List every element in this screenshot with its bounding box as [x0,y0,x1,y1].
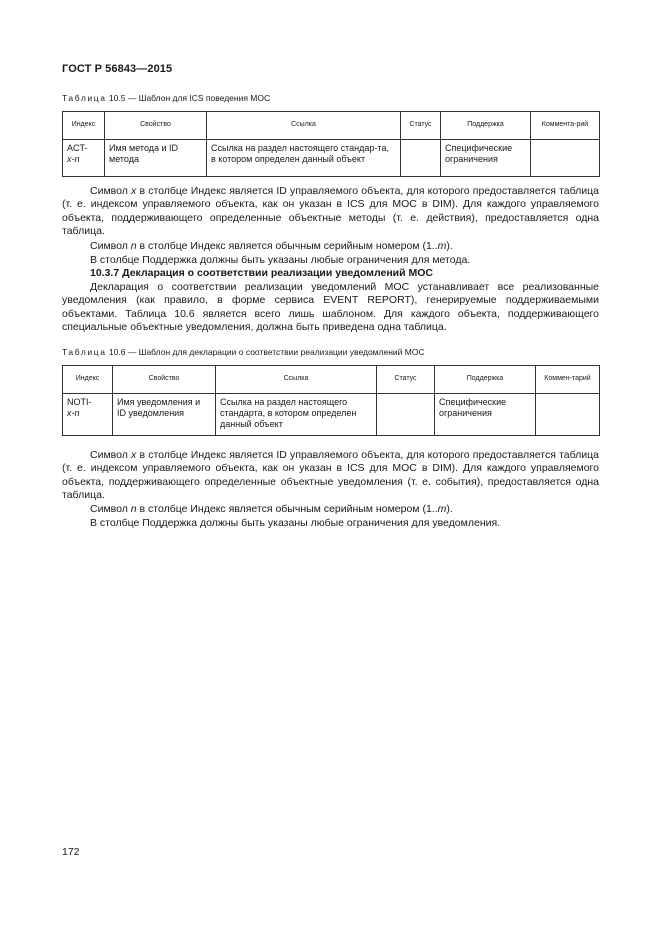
text-run: Символ [90,185,132,197]
paragraph: Декларация о соответствии реализации уведомлений МОС устанавливает все реализованные уведомления (как правило, в форме сервиса EVENT REPORT), генерируемые поддерживаемыми объектами. Таблица 10.6 является всего лишь шаблоном. Для каждого объекта, поддерживающего специальные объектные уведомления, должна быть приведена одна таблица. [62,281,599,334]
text-run: ). [446,240,453,252]
paragraph: В столбце Поддержка должны быть указаны любые ограничения для уведомления. [90,517,501,529]
cell-status [401,140,441,177]
header-reference: Ссылка [216,366,377,394]
symbol-n: n [130,240,137,252]
cell-index [63,394,113,436]
symbol-m: m [437,240,447,252]
header-comment: Коммента-рий [531,112,600,140]
table-row [63,140,600,177]
index-suffix: x-n [67,408,80,418]
text-run: в столбце Индекс является обычным серийным номером (1.. [136,240,438,252]
table-row [63,394,600,436]
caption-label: Таблица [62,347,107,357]
cell-comment [531,140,600,177]
cell-support: Специфические ограничения [441,140,531,177]
cell-property: Имя метода и ID метода [105,140,207,177]
section-heading: 10.3.7 Декларация о соответствии реализации уведомлений МОС [90,267,433,279]
text-run: Символ [90,240,131,252]
paragraph [62,449,599,503]
caption-text: 10.5 — Шаблон для ICS поведения МОС [106,93,271,103]
header-property: Свойство [113,366,216,394]
table-header-row [63,366,600,394]
text-run: Символ [90,449,132,461]
cell-comment [536,394,600,436]
symbol-m: m [437,503,447,515]
document-header: ГОСТ Р 56843—2015 [62,63,173,75]
cell-support: Специфические ограничения [435,394,536,436]
symbol-x: x [131,449,137,461]
caption-label: Таблица [62,93,107,103]
header-comment: Коммен-тарий [536,366,600,394]
index-suffix: x-n [67,154,80,164]
notification-conformance-table [62,365,600,436]
symbol-x: x [131,185,137,197]
cell-reference: Ссылка на раздел настоящего стандарта, в котором определен данный объект [216,394,377,436]
cell-property: Имя уведомления и ID уведомления [113,394,216,436]
page-number: 172 [62,846,80,858]
caption-text: 10.6 — Шаблон для декларации о соответствии реализации уведомлений МОС [106,347,425,357]
index-prefix: ACT- [67,143,88,153]
table-caption [62,93,270,103]
text-run: в столбце Индекс является ID управляемого объекта, для которого предоставляется таблица (т. е. индексом управляемого объекта, как он указан в ICS для МОС в DIM). Для каждого управляемого объекта, поддерживающего определенные объектные методы (т. е. действия), предоставляется одна таблица. [62,185,599,238]
header-index: Индекс [63,112,105,140]
paragraph [62,185,599,239]
text-run: в столбце Индекс является ID управляемого объекта, для которого предоставляется таблица (т. е. индексом управляемого объекта, как он указан в ICS для МОС в DIM). Для каждого управляемого объекта, поддерживающего определенные объектные уведомления (т. е. события), предоставляется одна таблица. [62,449,599,502]
symbol-n: n [130,503,137,515]
table-header-row [63,112,600,140]
header-status: Статус [401,112,441,140]
cell-status [377,394,435,436]
header-reference: Ссылка [207,112,401,140]
paragraph [62,240,599,253]
text-run: ). [446,503,453,515]
header-support: Поддержка [441,112,531,140]
text-run: Символ [90,503,131,515]
cell-index [63,140,105,177]
cell-reference: Ссылка на раздел настоящего стандар-та, в котором определен данный объект [207,140,401,177]
header-index: Индекс [63,366,113,394]
text-run: в столбце Индекс является обычным серийным номером (1.. [136,503,438,515]
header-property: Свойство [105,112,207,140]
ics-behavior-table [62,111,600,177]
paragraph [62,503,599,516]
header-support: Поддержка [435,366,536,394]
table-caption [62,347,425,357]
index-prefix: NOTI- [67,397,92,407]
paragraph: В столбце Поддержка должны быть указаны любые ограничения для метода. [90,254,471,266]
header-status: Статус [377,366,435,394]
